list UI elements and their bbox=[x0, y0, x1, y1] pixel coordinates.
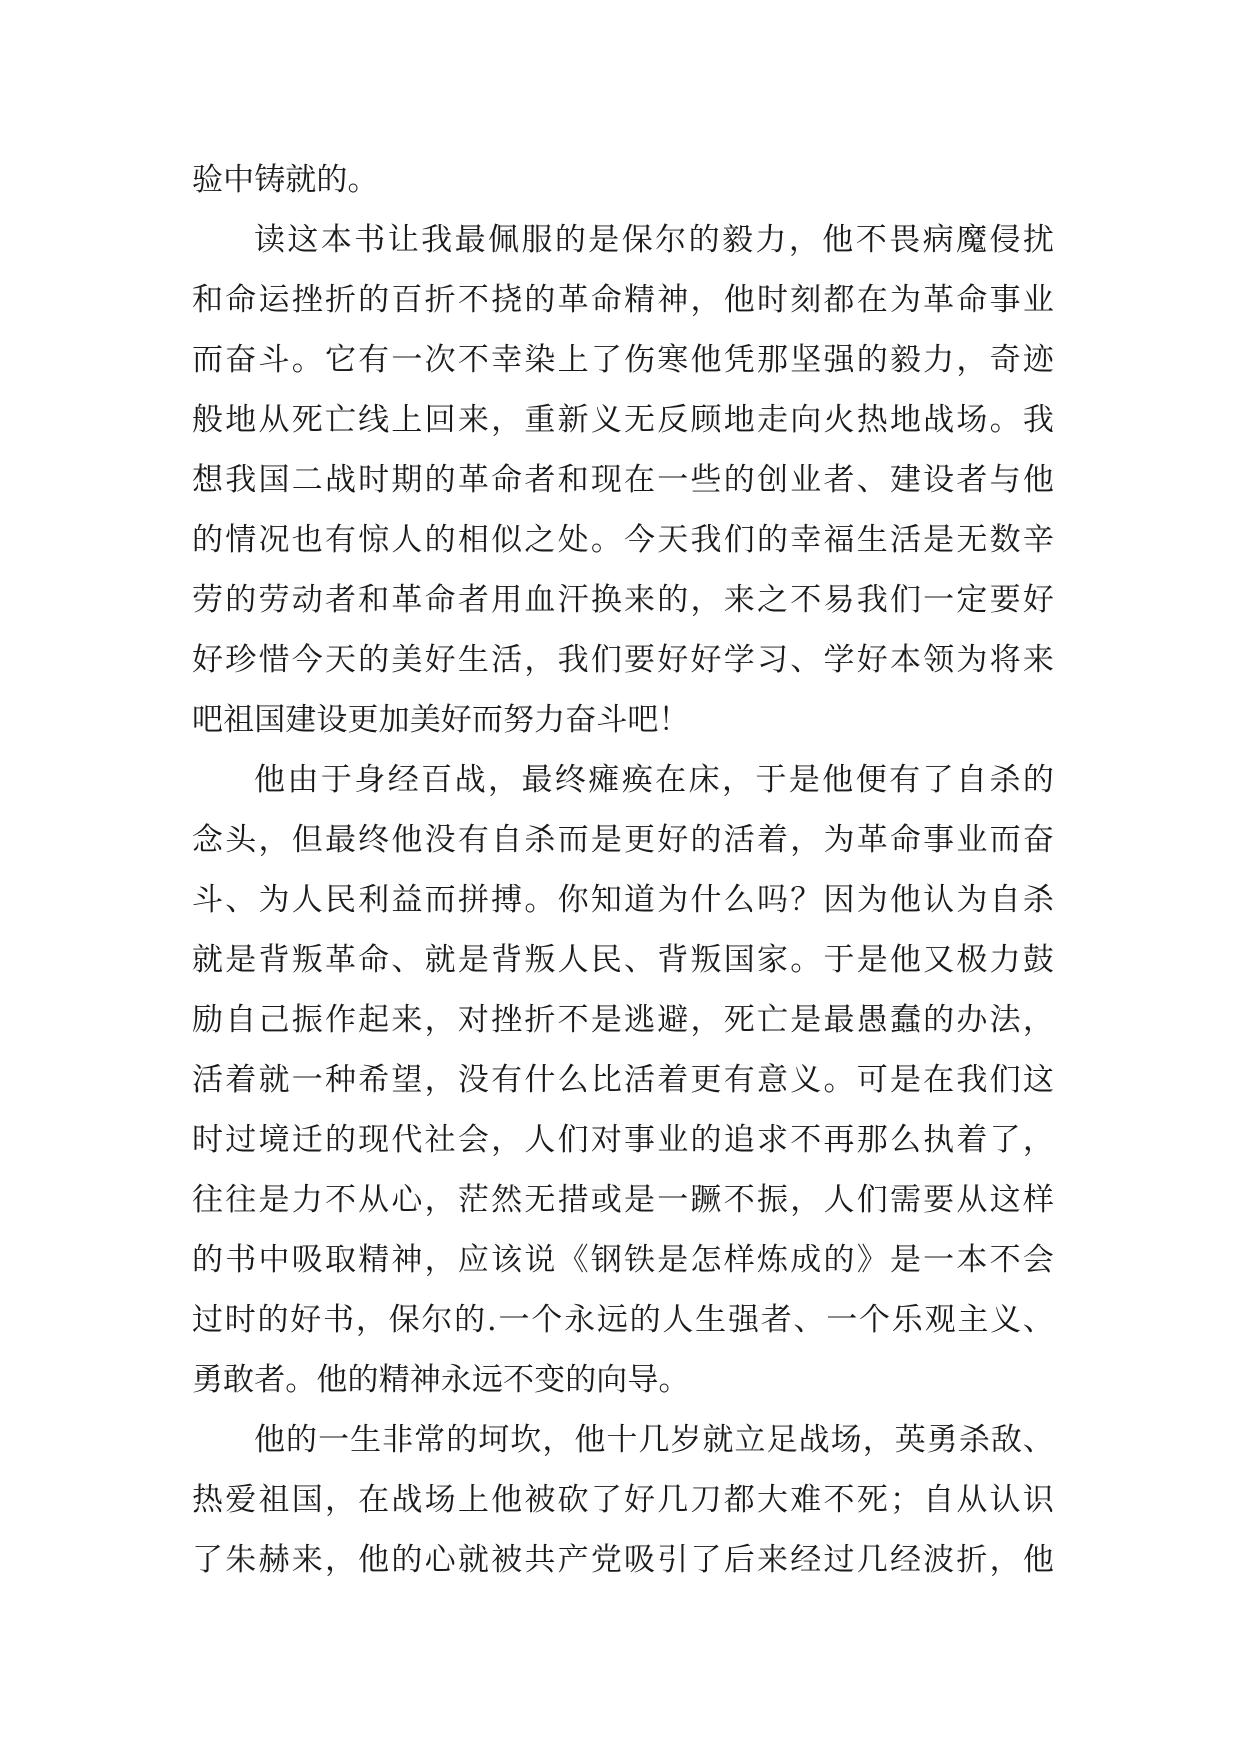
text-line-16: 活着就一种希望，没有什么比活着更有意义。可是在我们这 bbox=[192, 1062, 1054, 1098]
text-line-24: 了朱赫来，他的心就被共产党吸引了后来经过几经波折，他 bbox=[192, 1542, 1054, 1578]
text-line-14: 就是背叛革命、就是背叛人民、背叛国家。于是他又极力鼓 bbox=[192, 942, 1054, 978]
text-line-15: 励自己振作起来，对挫折不是逃避，死亡是最愚蠢的办法， bbox=[192, 1002, 1054, 1038]
text-line-06: 想我国二战时期的革命者和现在一些的创业者、建设者与他 bbox=[192, 462, 1054, 498]
text-line-10: 吧祖国建设更加美好而努力奋斗吧！ bbox=[192, 702, 690, 738]
text-line-04: 而奋斗。它有一次不幸染上了伤寒他凭那坚强的毅力，奇迹 bbox=[192, 342, 1054, 378]
text-line-09: 好珍惜今天的美好生活，我们要好好学习、学好本领为将来 bbox=[192, 642, 1054, 678]
text-line-18: 往往是力不从心，茫然无措或是一蹶不振，人们需要从这样 bbox=[192, 1182, 1054, 1218]
text-line-03: 和命运挫折的百折不挠的革命精神，他时刻都在为革命事业 bbox=[192, 282, 1054, 318]
text-line-07: 的情况也有惊人的相似之处。今天我们的幸福生活是无数辛 bbox=[192, 522, 1054, 558]
text-line-11: 他由于身经百战，最终瘫痪在床，于是他便有了自杀的 bbox=[254, 762, 1054, 798]
text-line-12: 念头，但最终他没有自杀而是更好的活着，为革命事业而奋 bbox=[192, 822, 1054, 858]
text-line-17: 时过境迁的现代社会，人们对事业的追求不再那么执着了， bbox=[192, 1122, 1054, 1158]
text-line-02: 读这本书让我最佩服的是保尔的毅力，他不畏病魔侵扰 bbox=[254, 222, 1054, 258]
text-line-21: 勇敢者。他的精神永远不变的向导。 bbox=[192, 1362, 690, 1398]
text-line-23: 热爱祖国，在战场上他被砍了好几刀都大难不死；自从认识 bbox=[192, 1482, 1054, 1518]
text-line-22: 他的一生非常的坷坎，他十几岁就立足战场，英勇杀敌、 bbox=[254, 1422, 1054, 1458]
text-line-08: 劳的劳动者和革命者用血汗换来的，来之不易我们一定要好 bbox=[192, 582, 1054, 618]
document-page bbox=[192, 150, 1054, 1590]
text-line-05: 般地从死亡线上回来，重新义无反顾地走向火热地战场。我 bbox=[192, 402, 1054, 438]
text-line-01: 验中铸就的。 bbox=[192, 162, 379, 198]
text-line-13: 斗、为人民利益而拼搏。你知道为什么吗？因为他认为自杀 bbox=[192, 882, 1054, 918]
text-line-19: 的书中吸取精神，应该说《钢铁是怎样炼成的》是一本不会 bbox=[192, 1242, 1054, 1278]
text-line-20: 过时的好书，保尔的.一个永远的人生强者、一个乐观主义、 bbox=[192, 1302, 1054, 1338]
